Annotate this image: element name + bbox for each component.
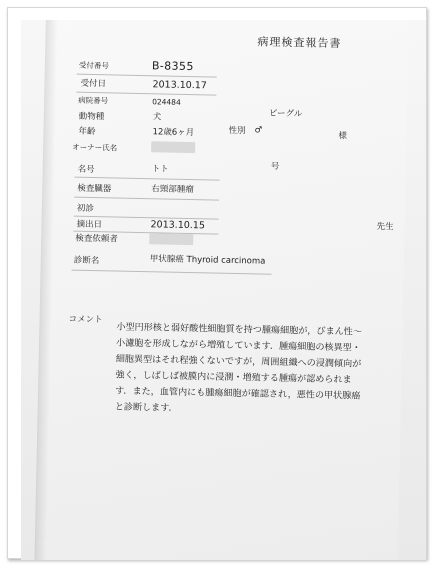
comment-label: コメント bbox=[68, 314, 103, 326]
field-value-sex: ♂ bbox=[254, 125, 263, 136]
owner-name-redaction bbox=[151, 141, 195, 153]
photo-frame bbox=[7, 7, 427, 559]
field-suffix-requester: 先生 bbox=[376, 221, 394, 233]
field-label-age: 年齢 bbox=[78, 126, 96, 138]
field-value-hospital-number: 024484 bbox=[152, 97, 181, 107]
field-underline-reception-date bbox=[76, 92, 216, 96]
field-label-requester: 検査依頼者 bbox=[75, 233, 118, 245]
field-value-species: 犬 bbox=[152, 112, 162, 123]
field-value-breed: ビーグル bbox=[268, 108, 303, 120]
document-photo bbox=[21, 20, 426, 560]
field-underline-diagnosis bbox=[72, 270, 272, 275]
field-value-age: 12歳6ヶ月 bbox=[152, 127, 195, 139]
field-value-reception-date: 2013.10.17 bbox=[152, 79, 208, 92]
field-underline-animal-name bbox=[75, 177, 220, 181]
field-value-reception-number: B-8355 bbox=[151, 59, 194, 74]
requester-redaction bbox=[149, 233, 193, 245]
field-value-animal-name: トト bbox=[151, 164, 169, 175]
field-label-excision-date: 摘出日 bbox=[76, 219, 103, 231]
field-label-diagnosis: 診断名 bbox=[73, 255, 100, 267]
field-suffix-animal-name: 号 bbox=[270, 161, 280, 172]
field-underline-reception-number bbox=[77, 74, 217, 78]
report-title: 病理検査報告書 bbox=[257, 35, 342, 51]
field-value-diagnosis: 甲状腺癌 Thyroid carcinoma bbox=[149, 254, 266, 267]
field-label-owner-name: オーナー氏名 bbox=[72, 142, 118, 153]
field-label-first-visit: 初診 bbox=[76, 203, 95, 215]
pathology-report-page bbox=[35, 20, 409, 560]
field-label-reception-number: 受付番号 bbox=[78, 60, 109, 71]
field-label-specimen: 検査臓器 bbox=[77, 183, 112, 195]
field-suffix-owner: 様 bbox=[338, 131, 348, 142]
field-value-specimen: 右頸部腫瘤 bbox=[151, 184, 194, 196]
field-label-sex: 性別 bbox=[228, 125, 246, 137]
page-fold-shadow bbox=[34, 20, 58, 560]
field-label-animal-name: 名号 bbox=[77, 164, 95, 176]
comment-text: 小型円形核と弱好酸性細胞質を持つ腫瘍細胞が，びまん性～小濾胞を形成しながら増殖しています．腫瘍細胞の核異型・細胞異型はそれ程強くないですが，周囲組織への浸潤傾向が強く，しばしば被膜内に浸潤・増殖する腫瘍が認められます．また，血管内にも腫瘍細胞が確認され，悪性の甲状腺癌と診断します． bbox=[114, 322, 363, 414]
field-value-excision-date: 2013.10.15 bbox=[150, 219, 206, 232]
field-label-species: 動物種 bbox=[78, 111, 105, 123]
field-underline-first-visit bbox=[74, 216, 219, 220]
field-label-hospital-number: 病院番号 bbox=[78, 95, 109, 106]
field-label-reception-date: 受付日 bbox=[80, 78, 107, 90]
field-underline-specimen bbox=[74, 197, 219, 201]
